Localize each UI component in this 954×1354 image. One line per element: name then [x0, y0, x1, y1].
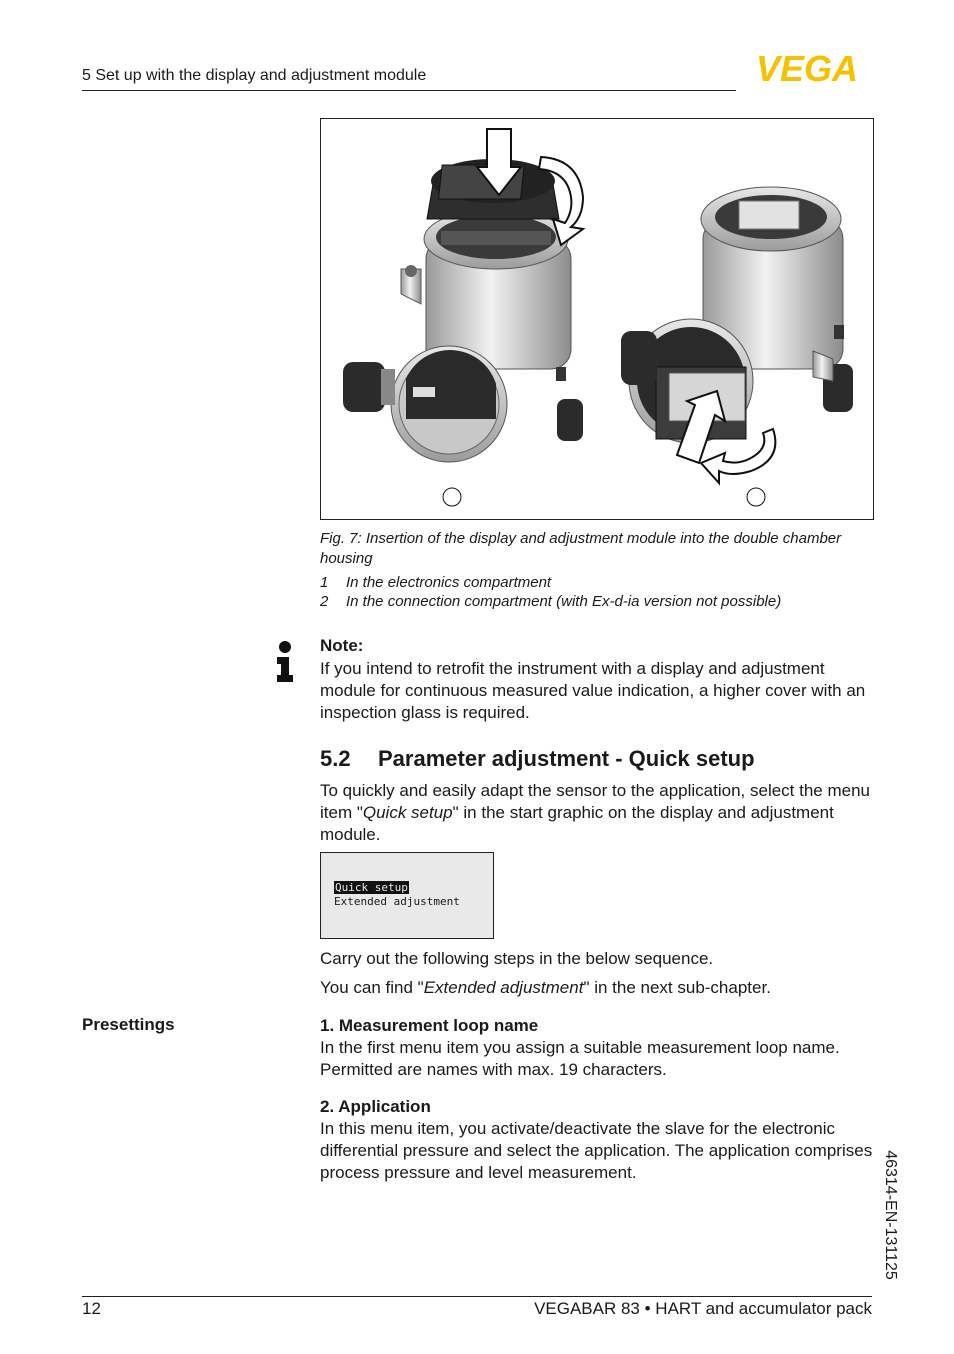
steps-text: Carry out the following steps in the below sequence.	[320, 949, 714, 968]
info-icon	[274, 641, 296, 683]
display-start-graphic	[320, 852, 494, 939]
footer-rule	[82, 1296, 872, 1297]
figure-legend-item-2	[320, 593, 880, 610]
page-number: 12	[82, 1299, 101, 1318]
step1-text: In the first menu item you assign a suitable measurement loop name. Permitted are names with max. 19 characters.	[320, 1038, 840, 1079]
figure-legend-item-1	[320, 574, 880, 591]
vega-logo	[742, 52, 872, 84]
callout-2	[747, 488, 765, 506]
menu-item-extended-adjustment: Extended adjustment	[334, 895, 460, 908]
note-title: Note:	[320, 636, 364, 655]
section-number: 5.2	[320, 746, 351, 771]
legend-text: In the electronics compartment	[346, 574, 552, 591]
menu-item-quick-setup: Quick setup	[335, 881, 408, 894]
legend-number: 1	[320, 574, 329, 591]
step2-text: In this menu item, you activate/deactivate the slave for the electronic differential pressure and select the application. The application comprises process pressure and level measurement.	[320, 1119, 873, 1182]
housing-left	[343, 159, 583, 462]
figure-housing-illustration	[320, 118, 874, 520]
find-text: You can find "Extended adjustment" in the next sub-chapter.	[320, 978, 771, 997]
legend-number: 2	[320, 593, 329, 610]
footer-product-title: VEGABAR 83 • HART and accumulator pack	[534, 1299, 872, 1318]
note-text: If you intend to retrofit the instrument with a display and adjustment module for continuous measured value indication, a higher cover with an inspection glass is required.	[320, 659, 866, 722]
document-id: 46314-EN-131125	[882, 1150, 899, 1280]
section-heading	[320, 746, 755, 772]
step2-title: 2. Application	[320, 1097, 431, 1116]
figure-caption: Fig. 7: Insertion of the display and adjustment module into the double chamber housing	[320, 530, 842, 567]
legend-text: In the connection compartment (with Ex-d-ia version not possible)	[346, 593, 782, 610]
presettings-label: Presettings	[82, 1015, 175, 1034]
header-section-title: 5 Set up with the display and adjustment module	[82, 67, 427, 84]
housing-right	[621, 187, 853, 443]
section-title: Parameter adjustment - Quick setup	[378, 746, 755, 771]
header-rule	[82, 90, 736, 91]
housing-illustration	[321, 119, 873, 519]
step1-title: 1. Measurement loop name	[320, 1016, 539, 1035]
logo-text: VEGA	[755, 52, 859, 84]
callout-1	[443, 488, 461, 506]
section-intro: To quickly and easily adapt the sensor to the application, select the menu item "Quick setup" in the start graphic on the display and adjustment module.	[320, 781, 871, 844]
